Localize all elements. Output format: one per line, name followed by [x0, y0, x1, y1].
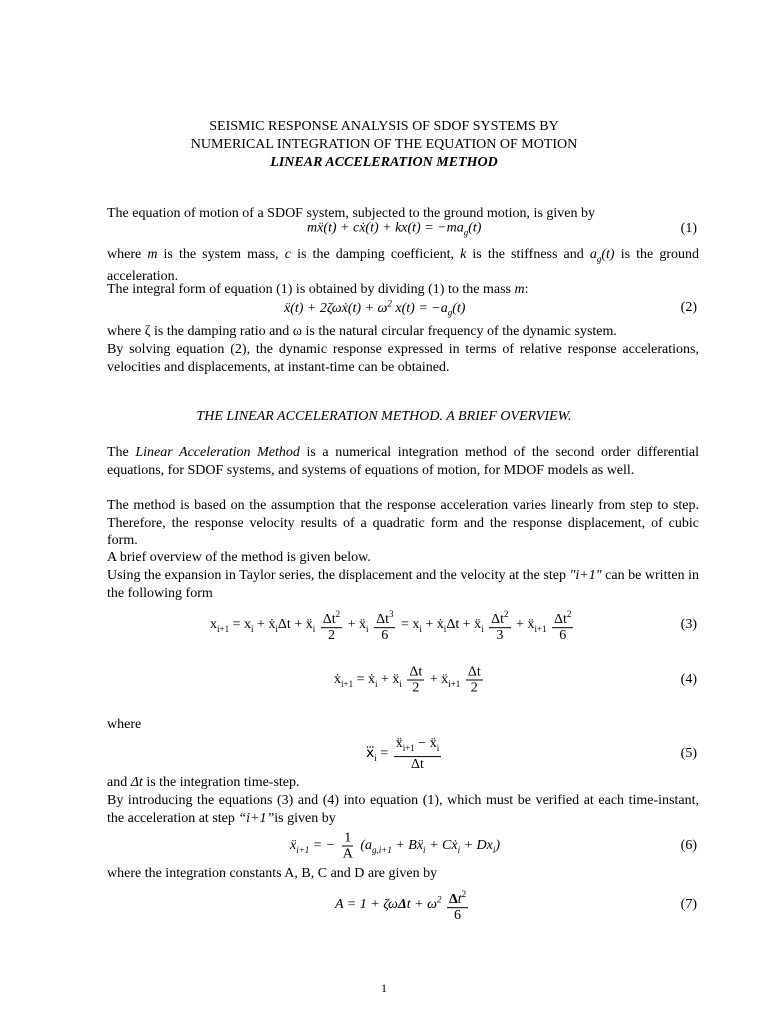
- section-heading: THE LINEAR ACCELERATION METHOD. A BRIEF OVERVIEW.: [196, 409, 572, 424]
- section-paragraph-3: A brief overview of the method is given below.: [107, 550, 371, 565]
- equation-6: ẍ$_{i+1}$ = − $\frac{1}{A}$ ($a_{g,i+1}$ + Bẍ$_i$ + Cẋ$_i$ + $Dx_i$) (6): [290, 830, 697, 862]
- section-paragraph-1: The Linear Acceleration Method is a numerical integration method of the second order differential equations, for SDOF systems, and systems of equations of motion, for MDOF models as well.: [107, 445, 700, 478]
- equation-7: $A = 1 + \zeta\omega\Delta t + \omega^2$ $\frac{\Delta t^2}{6}$ (7): [335, 889, 697, 923]
- equation-3: $x_{i+1} = x_i$ + ẋ$_i$Δt + ẍ$_i$ $\frac{\Delta t^2}{2}$ + ẍ$_i$ $\frac{\Delta t^3}{6}$ = $x_i$ + ẋ$_i$Δt + ẍ$_i$ $\frac{\Delta t^2}{3}$ + ẍ$_{i+1}$ $\frac{\Delta t^2}{6}$ (3): [210, 609, 697, 643]
- equation-number-3: (3): [680, 617, 697, 632]
- title-line-3: LINEAR ACCELERATION METHOD: [270, 155, 498, 170]
- section-paragraph-5: and Δt is the integration time-step.: [107, 775, 300, 790]
- section-paragraph-6: By introducing the equations (3) and (4) into equation (1), which must be verified at each time-instant, the acceleration at step “i+1”is given by: [107, 793, 699, 826]
- intro-paragraph-5: By solving equation (2), the dynamic response expressed in terms of relative response accelerations, velocities and displacements, at instant-time can be obtained.: [107, 342, 699, 375]
- where-label: where: [107, 717, 142, 732]
- equation-1: mẍ(t) + cẋ(t) + $kx(t) = -ma_g(t)$ (1): [307, 220, 697, 238]
- intro-paragraph-1: The equation of motion of a SDOF system, subjected to the ground motion, is given by: [107, 206, 595, 221]
- section-paragraph-7: where the integration constants A, B, C and D are given by: [107, 866, 438, 881]
- equation-number-7: (7): [680, 897, 697, 912]
- intro-paragraph-3: The integral form of equation (1) is obtained by dividing (1) to the mass m:: [107, 282, 529, 297]
- equation-number-6: (6): [680, 838, 697, 853]
- document-title: [0, 118, 768, 172]
- title-line-1: SEISMIC RESPONSE ANALYSIS OF SDOF SYSTEMS BY: [209, 119, 559, 134]
- equation-number-4: (4): [680, 672, 697, 687]
- intro-paragraph-2: where m is the system mass, c is the damping coefficient, k is the stiffness and $a_g(t)$ is the ground acceleration.: [107, 247, 700, 285]
- title-line-2: NUMERICAL INTEGRATION OF THE EQUATION OF MOTION: [190, 137, 578, 152]
- equation-5: $x⃛_i$ = $\frac{ẍ_{i+1} - ẍ_i}{\Delta t}$ (5): [366, 736, 697, 772]
- equation-number-2: (2): [680, 300, 697, 315]
- intro-paragraph-4: where ζ is the damping ratio and ω is the natural circular frequency of the dynamic system.: [107, 324, 617, 339]
- equation-number-5: (5): [680, 746, 697, 761]
- equation-4: ẋ$_{i+1}$ = ẋ$_i$ + ẍ$_i$ $\frac{\Delta t}{2}$ + ẍ$_{i+1}$ $\frac{\Delta t}{2}$ (4): [334, 664, 697, 696]
- section-paragraph-2: The method is based on the assumption that the response acceleration varies linearly from step to step. Therefore, the response velocity results of a quadratic form and the response displacement, of cubic form.: [107, 498, 699, 548]
- equation-2: ẍ(t) + 2ζωẋ(t) + $\omega^2$ $x(t) = -a_g(t)$ (2): [284, 298, 697, 318]
- section-paragraph-4: Using the expansion in Taylor series, the displacement and the velocity at the step "i+1" can be written in the following form: [107, 568, 700, 601]
- page-number: 1: [381, 981, 387, 995]
- equation-number-1: (1): [680, 221, 697, 236]
